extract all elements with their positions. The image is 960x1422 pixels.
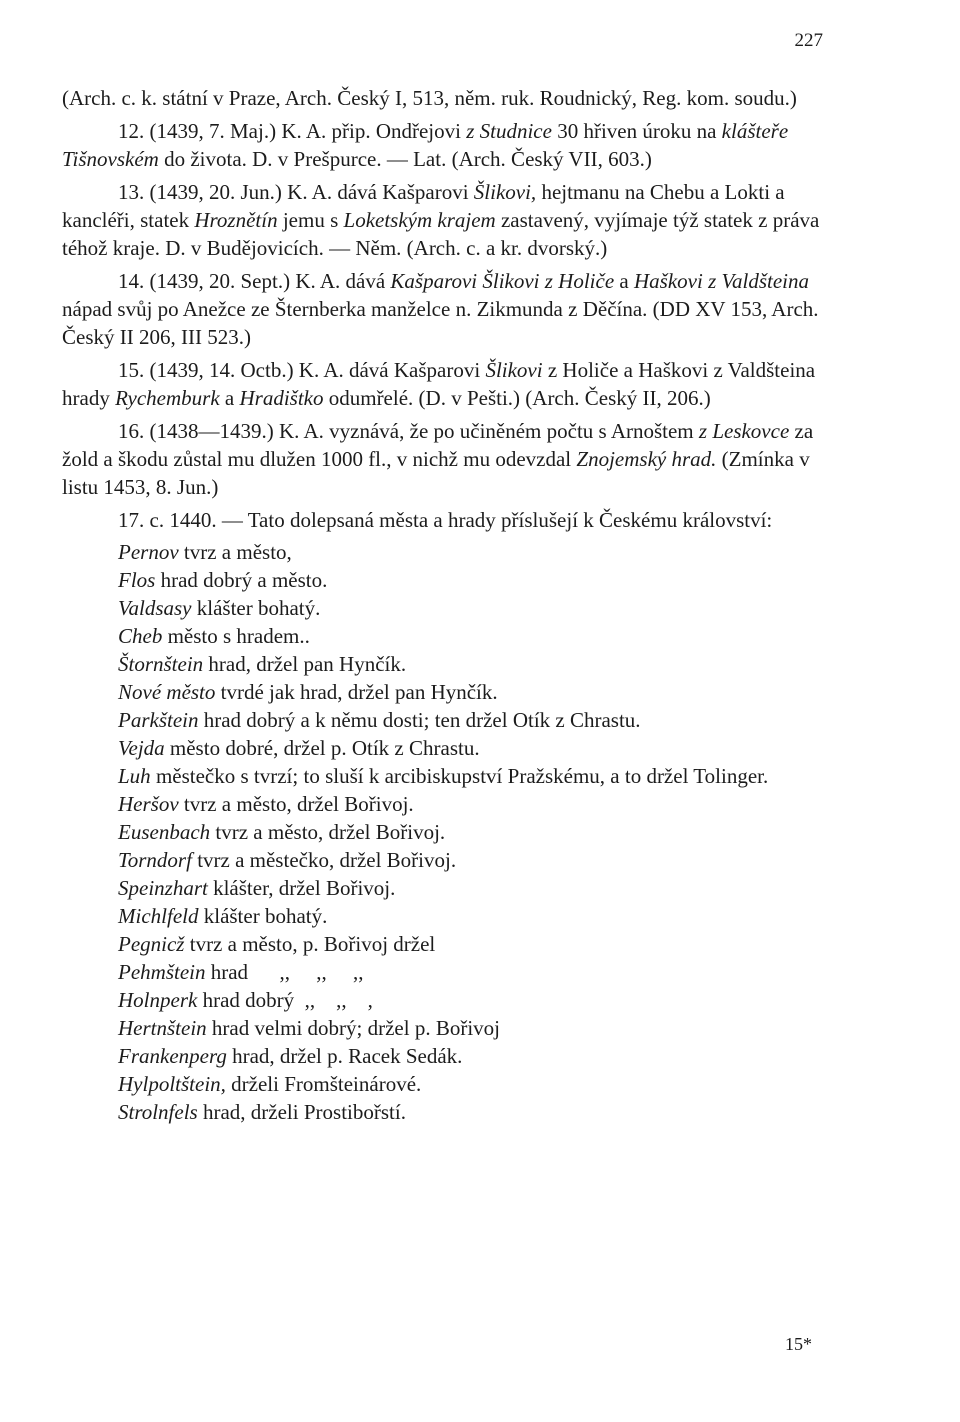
place-name: Parkštein: [118, 708, 199, 732]
place-name: Pegnicž: [118, 932, 185, 956]
text-run: hejtmanu na Chebu a Lokti a kancléři, statek: [62, 180, 785, 232]
paragraph-p16: [62, 417, 822, 501]
place-description: město s hradem..: [162, 624, 310, 648]
place-description: tvrz a městečko, držel Bořivoj.: [191, 848, 457, 872]
italic-text: klášteře Tišnovském: [62, 119, 789, 171]
signature-mark: 15*: [785, 1334, 812, 1354]
text-run: (Zmínka v listu 1453, 8. Jun.): [62, 447, 810, 499]
text-run: za žold a škodu zůstal mu dlužen 1000 fl., v nichž mu odevzdal: [62, 419, 814, 471]
list-item: [62, 986, 822, 1014]
text-run: nápad svůj po Anežce ze Šternberka manželce n. Zikmunda z Děčína. (DD XV 153, Arch. Český II 206, III 523.): [62, 297, 819, 349]
text-run: 17. c. 1440. — Tato dolepsaná města a hrady příslušejí k Českému království:: [118, 508, 773, 532]
paragraph-p12: [62, 117, 822, 173]
italic-text: Rychemburk: [115, 386, 220, 410]
place-description: hrad velmi dobrý; držel p. Bořivoj: [206, 1016, 501, 1040]
text-run: zastavený, vyjímaje týž statek z práva téhož kraje. D. v Budějovicích. — Něm. (Arch. c. a kr. dvorský.): [62, 208, 820, 260]
place-name: Torndorf: [118, 848, 192, 872]
place-description: hrad ,, ,, ,,: [205, 960, 364, 984]
place-description: drželi Fromšteinárové.: [225, 1072, 422, 1096]
text-run: 15. (1439, 14. Octb.) K. A. dává Kašparovi: [118, 358, 486, 382]
list-item: [62, 678, 822, 706]
place-description: klášter bohatý.: [191, 596, 321, 620]
document-body: [62, 84, 822, 1126]
list-item: [62, 762, 822, 790]
place-name: Heršov: [118, 792, 179, 816]
list-item: [62, 930, 822, 958]
list-item: [62, 902, 822, 930]
list-item: [62, 734, 822, 762]
place-description: tvrz a město, držel Bořivoj.: [210, 820, 446, 844]
place-description: tvrz a město, p. Bořivoj držel: [184, 932, 436, 956]
place-name: Hylpoltštein,: [118, 1072, 226, 1096]
list-item: [62, 1098, 822, 1126]
page-number: 227: [794, 30, 823, 51]
place-name: Holnperk: [118, 988, 198, 1012]
list-item: [62, 958, 822, 986]
place-description: klášter, držel Bořivoj.: [207, 876, 396, 900]
text-run: 12. (1439, 7. Maj.) K. A. přip. Ondřejovi: [118, 119, 467, 143]
text-run: (Arch. c. k. státní v Praze, Arch. Český I, 513, něm. ruk. Roudnický, Reg. kom. soudu.): [62, 86, 797, 110]
place-description: hrad dobrý a město.: [155, 568, 328, 592]
place-description: hrad dobrý a k němu dosti; ten držel Otík z Chrastu.: [198, 708, 641, 732]
italic-text: Kašparovi Šlikovi z Holiče: [390, 269, 615, 293]
list-item: [62, 790, 822, 818]
italic-text: z Studnice: [466, 119, 552, 143]
italic-text: Šlikovi,: [473, 180, 537, 204]
place-name: Strolnfels: [118, 1100, 198, 1124]
place-name: Cheb: [118, 624, 163, 648]
place-description: město dobré, držel p. Otík z Chrastu.: [164, 736, 480, 760]
place-name: Hertnštein: [118, 1016, 207, 1040]
place-description: klášter bohatý.: [198, 904, 328, 928]
list-item: [62, 650, 822, 678]
place-name: Vejda: [118, 736, 165, 760]
text-run: z Holiče a Haškovi z Valdšteina hrady: [62, 358, 816, 410]
list-item: [62, 594, 822, 622]
list-item: [62, 874, 822, 902]
place-description: hrad dobrý ,, ,, ,: [197, 988, 373, 1012]
place-name: Speinzhart: [118, 876, 208, 900]
place-name: Štornštein: [118, 652, 204, 676]
place-name: Luh: [118, 764, 151, 788]
text-run: 14. (1439, 20. Sept.) K. A. dává: [118, 269, 391, 293]
list-item: [62, 1070, 822, 1098]
place-name: Pehmštein: [118, 960, 206, 984]
list-item: [62, 538, 822, 566]
place-name: Pernov: [118, 540, 179, 564]
list-item: [62, 706, 822, 734]
text-run: 13. (1439, 20. Jun.) K. A. dává Kašparovi: [118, 180, 474, 204]
place-description: tvrz a město, držel Bořivoj.: [178, 792, 414, 816]
paragraphs: [62, 84, 822, 534]
place-description: městečko s tvrzí; to sluší k arcibiskupství Pražskému, a to držel Tolinger.: [150, 764, 769, 788]
italic-text: Loketským krajem: [343, 208, 496, 232]
place-name: Frankenperg: [118, 1044, 227, 1068]
place-name: Nové město: [118, 680, 216, 704]
paragraph-p15: [62, 356, 822, 412]
place-name: Flos: [118, 568, 156, 592]
italic-text: Šlikovi: [485, 358, 543, 382]
place-description: hrad, držel p. Racek Sedák.: [226, 1044, 463, 1068]
italic-text: Hradištko: [239, 386, 324, 410]
paragraph-p17: [62, 506, 822, 534]
list-item: [62, 846, 822, 874]
list-item: [62, 1014, 822, 1042]
list-item: [62, 1042, 822, 1070]
place-description: tvrz a město,: [178, 540, 292, 564]
place-description: hrad, drželi Prostibořstí.: [197, 1100, 406, 1124]
text-run: 30 hřiven úroku na: [551, 119, 722, 143]
castle-list: [62, 538, 822, 1126]
paragraph-p14: [62, 267, 822, 351]
italic-text: Znojemský hrad.: [576, 447, 717, 471]
place-name: Valdsasy: [118, 596, 192, 620]
place-name: Eusenbach: [118, 820, 211, 844]
place-description: hrad, držel pan Hynčík.: [203, 652, 407, 676]
place-description: tvrdé jak hrad, držel pan Hynčík.: [215, 680, 498, 704]
text-run: odumřelé. (D. v Pešti.) (Arch. Český II, 206.): [323, 386, 711, 410]
italic-text: Haškovi z Valdšteina: [634, 269, 809, 293]
italic-text: Hroznětín: [194, 208, 278, 232]
list-item: [62, 818, 822, 846]
paragraph-p13: [62, 178, 822, 262]
paragraph-p0: [62, 84, 822, 112]
text-run: a: [614, 269, 634, 293]
place-name: Michlfeld: [118, 904, 199, 928]
text-run: a: [219, 386, 240, 410]
text-run: jemu s: [277, 208, 344, 232]
list-item: [62, 566, 822, 594]
list-item: [62, 622, 822, 650]
text-run: do života. D. v Prešpurce. — Lat. (Arch. Český VII, 603.): [158, 147, 652, 171]
italic-text: z Leskovce: [698, 419, 790, 443]
text-run: 16. (1438—1439.) K. A. vyznává, že po učiněném počtu s Arnoštem: [118, 419, 699, 443]
